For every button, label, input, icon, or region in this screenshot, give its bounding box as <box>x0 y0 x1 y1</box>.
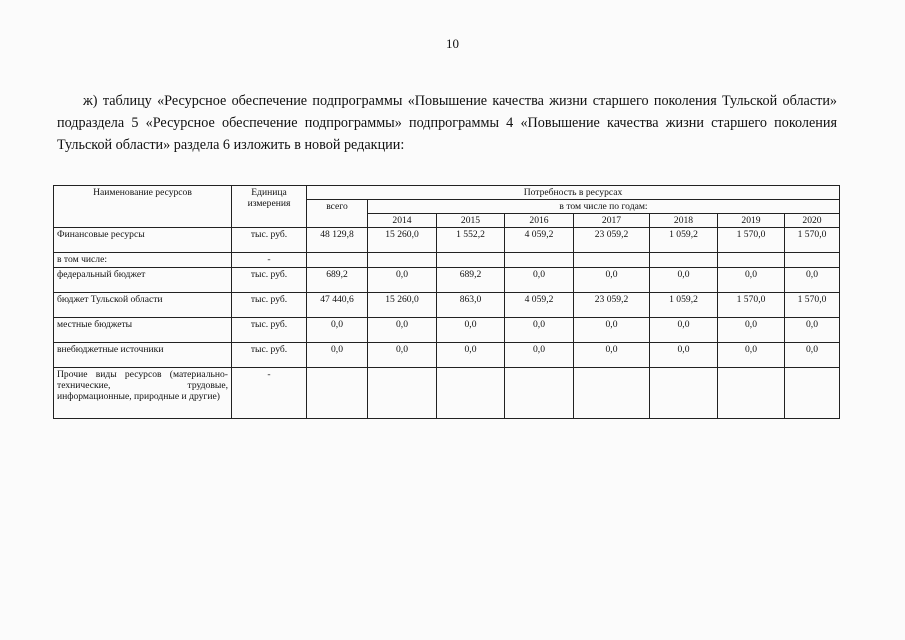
cell-2020: 0,0 <box>785 318 840 343</box>
row-name: федеральный бюджет <box>54 268 232 293</box>
cell-2014: 0,0 <box>368 268 437 293</box>
cell-2020: 0,0 <box>785 343 840 368</box>
row-total: 47 440,6 <box>307 293 368 318</box>
header-resource-name: Наименование ресурсов <box>54 186 232 228</box>
amendment-paragraph <box>57 90 837 156</box>
cell-2018: 1 059,2 <box>650 293 718 318</box>
cell-2017: 23 059,2 <box>574 293 650 318</box>
cell-2017: 0,0 <box>574 318 650 343</box>
table-row-including <box>54 253 840 268</box>
row-name: бюджет Тульской области <box>54 293 232 318</box>
row-unit: тыс. руб. <box>232 343 307 368</box>
cell-2015: 0,0 <box>437 343 505 368</box>
header-year-2016: 2016 <box>505 214 574 228</box>
cell-2014: 15 260,0 <box>368 228 437 253</box>
cell-2016: 4 059,2 <box>505 228 574 253</box>
table-row-other-resources <box>54 368 840 419</box>
cell-2016: 0,0 <box>505 268 574 293</box>
row-name: внебюджетные источники <box>54 343 232 368</box>
row-unit: - <box>232 253 307 268</box>
row-total: 689,2 <box>307 268 368 293</box>
table-row-federal-budget <box>54 268 840 293</box>
cell-2018: 0,0 <box>650 318 718 343</box>
paragraph-lead: ж) <box>83 93 98 109</box>
cell-2019: 0,0 <box>718 268 785 293</box>
cell-2019: 0,0 <box>718 343 785 368</box>
cell-2018: 0,0 <box>650 343 718 368</box>
row-unit: тыс. руб. <box>232 228 307 253</box>
row-name: Прочие виды ресурсов (материально-технические, трудовые, информационные, природные и другие) <box>54 368 232 419</box>
cell-2020: 1 570,0 <box>785 293 840 318</box>
cell-2020: 0,0 <box>785 268 840 293</box>
header-year-2019: 2019 <box>718 214 785 228</box>
header-unit: Единица измерения <box>232 186 307 228</box>
header-year-2017: 2017 <box>574 214 650 228</box>
cell-2014: 0,0 <box>368 318 437 343</box>
cell-2016: 0,0 <box>505 343 574 368</box>
cell-2019: 1 570,0 <box>718 228 785 253</box>
header-total: всего <box>307 200 368 228</box>
cell-2015: 863,0 <box>437 293 505 318</box>
cell-2019: 1 570,0 <box>718 293 785 318</box>
table-row-extrabudgetary <box>54 343 840 368</box>
row-unit: - <box>232 368 307 419</box>
resources-table <box>53 185 840 419</box>
row-unit: тыс. руб. <box>232 318 307 343</box>
header-year-2018: 2018 <box>650 214 718 228</box>
row-name: Финансовые ресурсы <box>54 228 232 253</box>
cell-2019: 0,0 <box>718 318 785 343</box>
table-row-financial <box>54 228 840 253</box>
cell-2017: 23 059,2 <box>574 228 650 253</box>
row-name: местные бюджеты <box>54 318 232 343</box>
cell-2015: 1 552,2 <box>437 228 505 253</box>
row-name: в том числе: <box>54 253 232 268</box>
row-unit: тыс. руб. <box>232 293 307 318</box>
cell-2015: 689,2 <box>437 268 505 293</box>
cell-2020: 1 570,0 <box>785 228 840 253</box>
table-row-local-budgets <box>54 318 840 343</box>
row-unit: тыс. руб. <box>232 268 307 293</box>
header-year-2020: 2020 <box>785 214 840 228</box>
header-need: Потребность в ресурсах <box>307 186 840 200</box>
cell-2015: 0,0 <box>437 318 505 343</box>
cell-2017: 0,0 <box>574 343 650 368</box>
cell-2018: 0,0 <box>650 268 718 293</box>
header-year-2015: 2015 <box>437 214 505 228</box>
row-total: 0,0 <box>307 343 368 368</box>
header-by-year: в том числе по годам: <box>368 200 840 214</box>
paragraph-text: таблицу «Ресурсное обеспечение подпрограммы «Повышение качества жизни старшего поколения Тульской области» подраздела 5 «Ресурсное обеспечение подпрограммы» подпрограммы 4 «Повышение качества жизни старшего поколения Тульской области» раздела 6 изложить в новой редакции: <box>57 93 838 153</box>
cell-2014: 15 260,0 <box>368 293 437 318</box>
cell-2017: 0,0 <box>574 268 650 293</box>
cell-2018: 1 059,2 <box>650 228 718 253</box>
cell-2016: 0,0 <box>505 318 574 343</box>
row-total: 48 129,8 <box>307 228 368 253</box>
table-row-regional-budget <box>54 293 840 318</box>
page-number: 10 <box>446 36 459 51</box>
cell-2014: 0,0 <box>368 343 437 368</box>
cell-2016: 4 059,2 <box>505 293 574 318</box>
header-year-2014: 2014 <box>368 214 437 228</box>
row-total: 0,0 <box>307 318 368 343</box>
